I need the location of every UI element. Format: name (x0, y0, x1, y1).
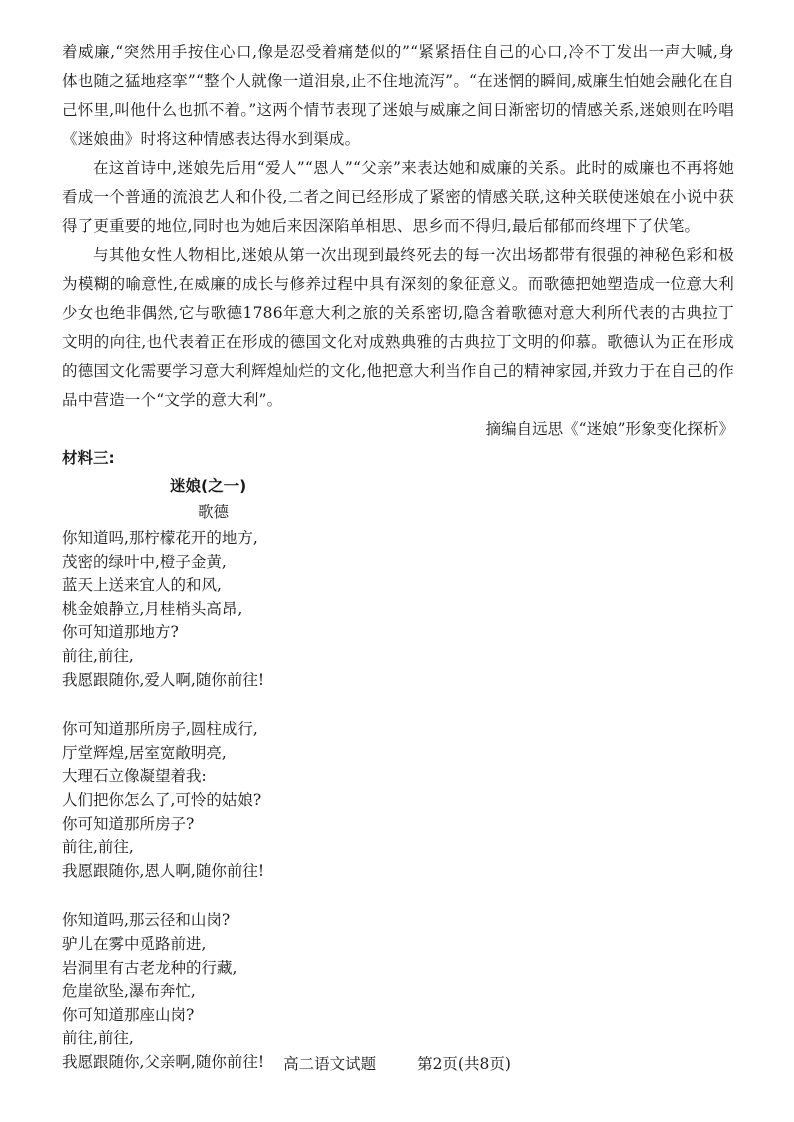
source-citation: 摘编自远思《“迷娘”形象变化探析》 (485, 420, 734, 438)
poem-line: 驴儿在雾中觅路前进, (62, 934, 207, 953)
poem-stanza-2 (62, 718, 734, 883)
poem-line: 你可知道那座山岗? (62, 1005, 195, 1024)
paragraph-1: 着威廉,“突然用手按住心口,像是忍受着痛楚似的”“紧紧捂住自己的心口,冷不丁发出一声大喊,身体也随之猛地痉挛”“整个人就像一道泪泉,止不住地流泻”。“在迷惘的瞬间,威廉生怕她会融化在自己怀里,叫他什么也抓不着。”这两个情节表现了迷娘与威廉之间日渐密切的情感关系,迷娘则在吟唱《迷娘曲》时将这种情感表达得水到渠成。 (62, 43, 734, 148)
paragraph-2: 在这首诗中,迷娘先后用“爱人”“恩人”“父亲”来表达她和威廉的关系。此时的威廉也不再将她看成一个普通的流浪艺人和仆役,二者之间已经形成了紧密的情感关联,这种关联使迷娘在小说中获得了更重要的地位,同时也为她后来因深陷单相思、思乡而不得归,最后郁郁而终埋下了伏笔。 (62, 159, 734, 235)
poem-line: 厅堂辉煌,居室宽敞明亮, (62, 743, 227, 762)
poem-title: 迷娘(之一) (170, 477, 247, 495)
poem-line: 我愿跟随你,恩人啊,随你前往! (62, 861, 265, 880)
poem-line: 危崖欲坠,瀑布奔忙, (62, 982, 196, 1001)
poem-line: 我愿跟随你,爱人啊,随你前往! (62, 670, 265, 689)
section-label: 材料三: (62, 449, 115, 467)
poem-line: 前往,前往, (62, 838, 134, 857)
poem-line: 蓝天上送来宜人的和风, (62, 576, 222, 595)
poem-line: 前往,前往, (62, 1029, 134, 1048)
poem-stanza-3 (62, 909, 734, 1074)
page-footer (0, 1052, 794, 1076)
poem-line: 大理石立像凝望着我: (62, 767, 207, 786)
poem-line: 茂密的绿叶中,橙子金黄, (62, 552, 227, 571)
poem-line: 你知道吗,那云径和山岗? (62, 911, 231, 930)
poem-line: 你可知道那所房子,圆柱成行, (62, 720, 258, 739)
poem-line: 岩洞里有古老龙种的行藏, (62, 958, 238, 977)
poem-line: 前往,前往, (62, 646, 134, 665)
document-page (62, 38, 734, 1100)
exam-name: 高二语文试题 (283, 1055, 377, 1073)
poem-line: 我愿跟随你,父亲啊,随你前往! (62, 1052, 265, 1071)
poem-line: 桃金娘静立,月桂梢头高昂, (62, 599, 243, 618)
poem-stanza-1 (62, 527, 734, 692)
poem-line: 你可知道那所房子? (62, 814, 195, 833)
poem-line: 人们把你怎么了,可怜的姑娘? (62, 790, 262, 809)
paragraph-3: 与其他女性人物相比,迷娘从第一次出现到最终死去的每一次出场都带有很强的神秘色彩和极为模糊的喻意性,在威廉的成长与修养过程中具有深刻的象征意义。而歌德把她塑造成一位意大利少女也绝非偶然,它与歌德1786年意大利之旅的关系密切,隐含着歌德对意大利所代表的古典拉丁文明的向往,也代表着正在形成的德国文化对成熟典雅的古典拉丁文明的仰慕。歌德认为正在形成的德国文化需要学习意大利辉煌灿烂的文化,他把意大利当作自己的精神家园,并致力于在自己的作品中营造一个“文学的意大利”。 (62, 246, 734, 409)
page-number: 第2页(共8页) (417, 1055, 511, 1073)
poem (62, 473, 734, 1074)
poem-line: 你知道吗,那柠檬花开的地方, (62, 529, 258, 547)
poem-author: 歌德 (198, 503, 230, 521)
poem-line: 你可知道那地方? (62, 623, 179, 642)
